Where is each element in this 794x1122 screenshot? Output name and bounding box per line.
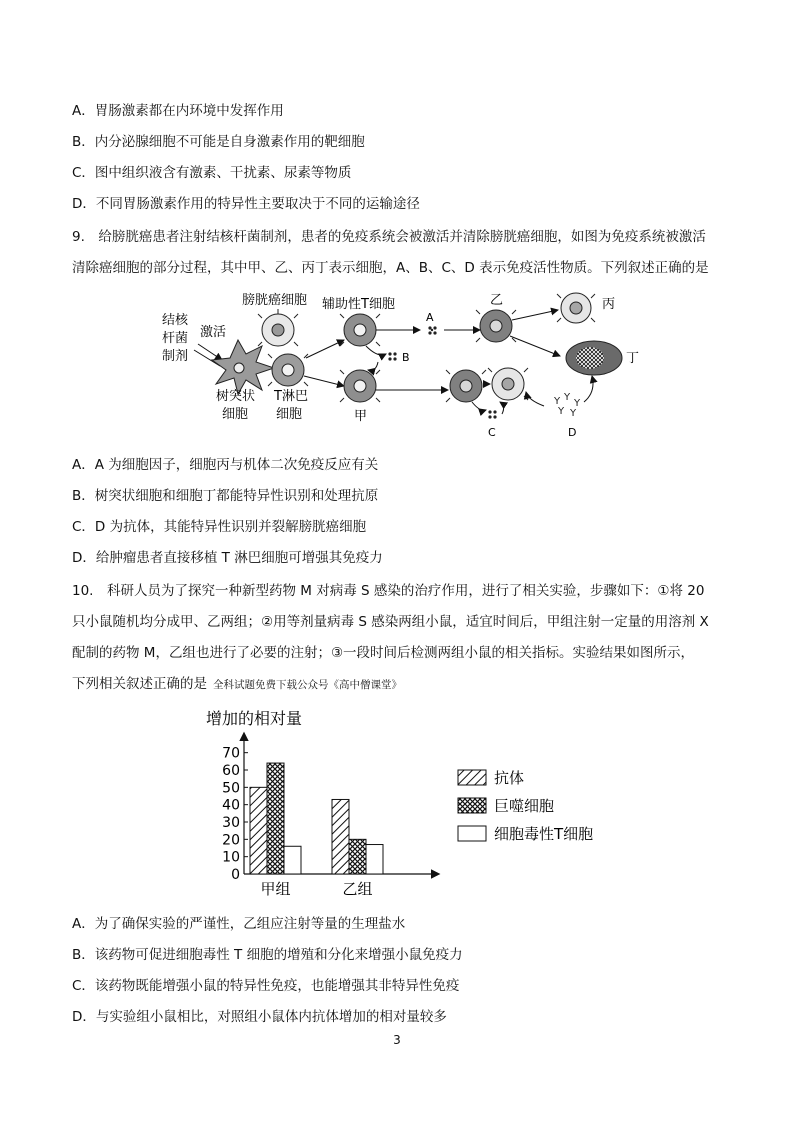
q10-stem-line2: 只小鼠随机均分成甲、乙两组；②用等剂量病毒 S 感染两组小鼠，适宜时间后，甲组注射一定量的用溶剂 X <box>72 614 709 630</box>
y-tick-label: 20 <box>222 832 240 849</box>
cell-ding <box>566 341 622 375</box>
x-tick-label: 甲组 <box>260 880 291 898</box>
y-axis-title: 增加的相对量 <box>206 709 303 728</box>
q9-option-b: B．树突状细胞和细胞丁都能特异性识别和处理抗原 <box>72 488 379 504</box>
q10-stem-line4 <box>72 674 402 695</box>
q8-option-d: D．不同胃肠激素作用的特异性主要取决于不同的运输途径 <box>72 196 420 212</box>
legend-label: 细胞毒性T细胞 <box>494 825 594 843</box>
svg-text:Y: Y <box>564 392 571 403</box>
t-lymphocyte <box>268 354 308 386</box>
substance-a-dots <box>428 326 436 334</box>
bar <box>250 787 267 874</box>
q9-option-a: A．A 为细胞因子，细胞丙与机体二次免疫反应有关 <box>72 457 379 473</box>
legend-swatch <box>458 826 486 841</box>
y-tick-label: 0 <box>231 867 240 883</box>
agent-label-1: 结核 <box>162 313 189 328</box>
memory-t-cell <box>488 368 528 400</box>
source-note: 全科试题免费下载公众号《高中僧课堂》 <box>213 679 402 691</box>
label-jia: 甲 <box>354 409 368 424</box>
q9-stem-line2: 清除癌细胞的部分过程，其中甲、乙、丙丁表示细胞，A、B、C、D 表示免疫活性物质。下列叙述正确的是 <box>72 260 709 276</box>
q9-option-d: D．给肿瘤患者直接移植 T 淋巴细胞可增强其免疫力 <box>72 550 383 566</box>
q9-option-c: C．D 为抗体，其能特异性识别并裂解膀胱癌细胞 <box>72 519 367 535</box>
legend-swatch <box>458 798 486 813</box>
q8-option-a: A．胃肠激素都在内环境中发挥作用 <box>72 103 284 119</box>
y-tick-label: 40 <box>222 797 240 814</box>
y-tick-label: 30 <box>222 815 240 831</box>
svg-text:Y: Y <box>558 406 565 417</box>
legend <box>458 769 593 843</box>
x-tick-label: 乙组 <box>342 880 373 898</box>
label-ding: 丁 <box>626 351 640 366</box>
substance-b-dots <box>388 352 396 360</box>
label-b: B <box>402 351 410 364</box>
bar <box>267 763 284 874</box>
label-bing: 丙 <box>602 297 616 312</box>
dendritic-label-2: 细胞 <box>222 407 249 422</box>
immune-diagram <box>150 288 650 446</box>
antibody-d <box>553 392 581 419</box>
activate-label: 激活 <box>200 325 227 340</box>
q10-stem-line3: 配制的药物 M，乙组也进行了必要的注射；③一段时间后检测两组小鼠的相关指标。实验结果如图所示， <box>72 645 695 661</box>
q10-stem-text: 下列相关叙述正确的是 <box>72 676 207 692</box>
svg-text:Y: Y <box>554 396 561 407</box>
q10-stem-line1: 10. 科研人员为了探究一种新型药物 M 对病毒 S 感染的治疗作用，进行了相关实验，步骤如下：①将 20 <box>72 583 705 599</box>
label-c: C <box>488 426 496 439</box>
bar <box>349 839 366 874</box>
q10-option-d: D．与实验组小鼠相比，对照组小鼠体内抗体增加的相对量较多 <box>72 1009 447 1025</box>
q10-option-a: A．为了确保实验的严谨性，乙组应注射等量的生理盐水 <box>72 916 406 932</box>
legend-label: 抗体 <box>494 769 525 787</box>
helper-t-cell <box>340 314 380 346</box>
helper-t-label: 辅助性T细胞 <box>322 297 395 312</box>
activated-t-cell <box>446 370 486 402</box>
agent-label-2: 杆菌 <box>162 331 189 346</box>
y-tick-label: 70 <box>222 745 240 762</box>
bars <box>250 763 383 898</box>
y-tick-label: 60 <box>222 763 240 779</box>
dendritic-cell <box>212 340 274 394</box>
cell-bing <box>557 293 595 323</box>
label-d: D <box>568 426 577 439</box>
dendritic-label-1: 树突状 <box>216 389 256 404</box>
bar <box>366 845 383 874</box>
q10-option-b: B．该药物可促进细胞毒性 T 细胞的增殖和分化来增强小鼠免疫力 <box>72 947 463 963</box>
y-tick-label: 10 <box>222 849 240 866</box>
label-a: A <box>426 311 434 324</box>
cell-jia <box>340 370 380 402</box>
svg-text:Y: Y <box>574 398 581 409</box>
label-yi: 乙 <box>490 293 504 308</box>
cancer-cell-label: 膀胱癌细胞 <box>242 293 308 308</box>
y-tick-label: 50 <box>222 780 240 797</box>
legend-label: 巨噬细胞 <box>494 797 555 815</box>
bladder-cancer-cell <box>258 309 298 346</box>
q8-option-b: B．内分泌腺细胞不可能是自身激素作用的靶细胞 <box>72 134 365 150</box>
page-number: 3 <box>393 1033 401 1047</box>
svg-text:Y: Y <box>570 408 577 419</box>
substance-c-dots <box>488 410 496 418</box>
t-lymph-label-2: 细胞 <box>276 407 303 422</box>
legend-swatch <box>458 770 486 785</box>
q9-stem-line1: 9. 给膀胱癌患者注射结核杆菌制剂，患者的免疫系统会被激活并清除膀胱癌细胞，如图为免疫系统被激活 <box>72 229 706 245</box>
q10-option-c: C．该药物既能增强小鼠的特异性免疫，也能增强其非特异性免疫 <box>72 978 460 994</box>
bar <box>284 846 301 874</box>
q8-option-c: C．图中组织液含有激素、干扰素、尿素等物质 <box>72 165 352 181</box>
bar <box>332 799 349 874</box>
antibody-bar-chart <box>190 704 650 910</box>
t-lymph-label-1: T淋巴 <box>274 389 308 404</box>
agent-label-3: 制剂 <box>162 349 189 364</box>
cell-yi <box>476 310 516 342</box>
